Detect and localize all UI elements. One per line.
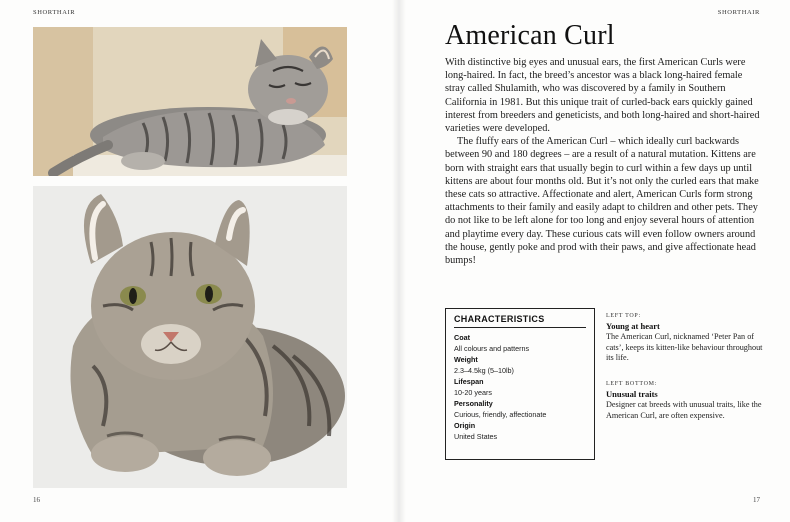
caption-heading: Unusual traits	[606, 389, 658, 399]
characteristics-box	[445, 308, 595, 460]
characteristic-label: Origin	[454, 421, 476, 430]
caption-kicker: LEFT BOTTOM:	[606, 381, 658, 387]
characteristic-label: Personality	[454, 399, 493, 408]
characteristic-value: 2.3–4.5kg (5–10lb)	[454, 366, 514, 375]
article-title: American Curl	[445, 20, 615, 51]
characteristic-label: Coat	[454, 333, 470, 342]
page-gutter	[392, 0, 406, 522]
page-number-left: 16	[33, 496, 40, 504]
article-body	[445, 56, 761, 267]
caption-left-top	[606, 312, 766, 364]
caption-left-bottom	[606, 380, 766, 421]
caption-text: Designer cat breeds with unusual traits, like the American Curl, are often expensive.	[606, 400, 762, 420]
body-paragraph: The fluffy ears of the American Curl – which ideally curl backwards between 90 and 180 degrees – are a result of a natural mutation. Kittens are born with straight ears that usually begin to curl within a few days up until kittens are about four months old. But it’s not only the curled ears that make these cats so attractive. Affectionate and alert, American Curls form strong attachments to their family and easily adapt to children and other pets. They do not like to be left alone for too long and enjoy several hours of attention and playtime every day. These curious cats will even follow owners around the house, gently poke and prod with their paws, and give affectionate head bumps!	[445, 136, 759, 267]
characteristic-label: Lifespan	[454, 377, 484, 386]
tabby-curl-cat-portrait-image	[33, 186, 347, 488]
top-photo	[33, 27, 347, 176]
characteristics-title: CHARACTERISTICS	[454, 314, 586, 328]
characteristic-value: All colours and patterns	[454, 344, 530, 353]
page-number-right: 17	[753, 496, 760, 504]
caption-text: The American Curl, nicknamed ‘Peter Pan of cats’, keeps its kitten-like behaviour throughout its life.	[606, 332, 763, 363]
body-paragraph: With distinctive big eyes and unusual ears, the first American Curls were long-haired. In fact, the breed’s ancestor was a black long-haired female stray called Shulamith, who was discovered by a family in Southern California in 1981. But this unique trait of curled-back ears quickly gained interest from breeders and geneticists, and both long-haired and short-haired varieties were developed.	[445, 57, 760, 135]
characteristic-value: 10-20 years	[454, 388, 492, 397]
characteristic-label: Weight	[454, 355, 478, 364]
characteristic-value: United States	[454, 432, 498, 441]
bottom-photo	[33, 186, 347, 488]
running-head-left: SHORTHAIR	[33, 9, 76, 16]
sleeping-tabby-cat-image	[33, 27, 347, 176]
caption-kicker: LEFT TOP:	[606, 313, 641, 319]
running-head-right: SHORTHAIR	[717, 9, 760, 16]
characteristic-value: Curious, friendly, affectionate	[454, 410, 547, 419]
caption-heading: Young at heart	[606, 321, 660, 331]
